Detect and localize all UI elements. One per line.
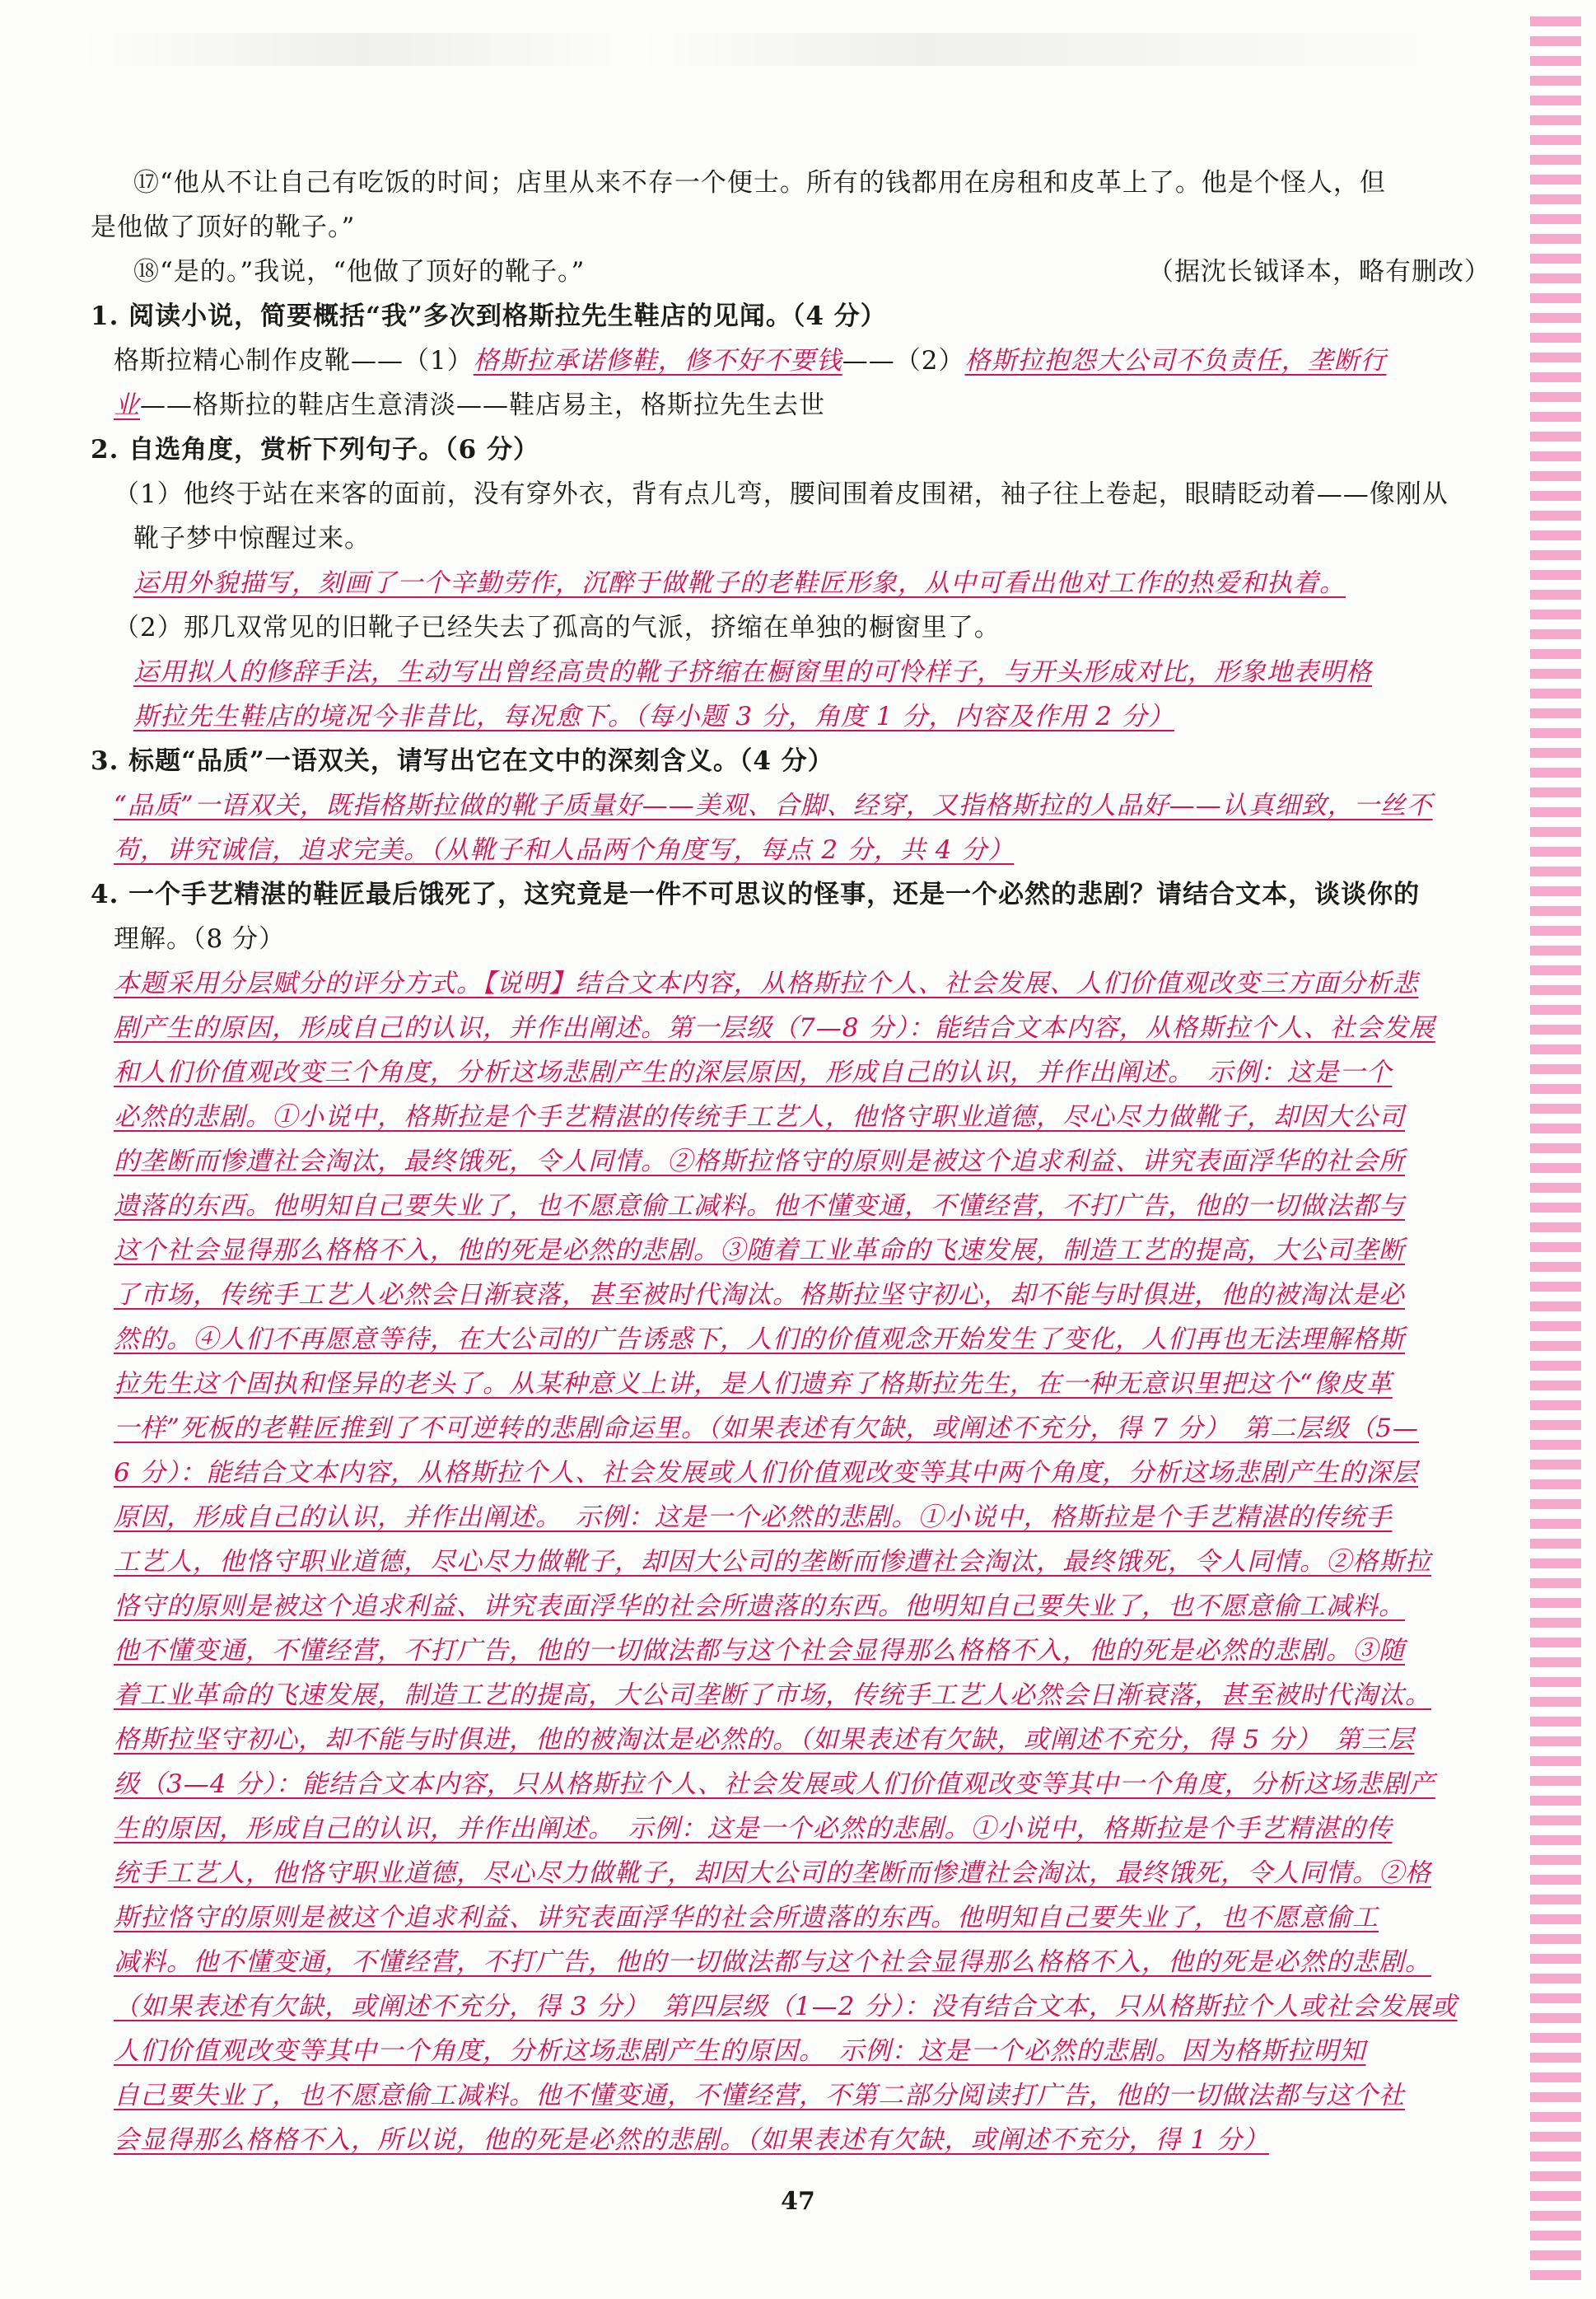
answer-4-line: 他不懂变通，不懂经营，不打广告，他的一切做法都与这个社会显得那么格格不入，他的死是必然的悲剧。③随 [114,1636,1405,1666]
answer-2-2-line-2: 斯拉先生鞋店的境况今非昔比，每况愈下。（每小题 3 分，角度 1 分，内容及作用 2 分） [133,702,1174,731]
answer-4-line: 斯拉恪守的原则是被这个追求利益、讲究表面浮华的社会所遗落的东西。他明知自己要失业了，也不愿意偷工 [114,1903,1379,1932]
answer-1-line-1 [91,339,1491,383]
answer-2-2-line-1: 运用拟人的修辞手法，生动写出曾经高贵的靴子挤缩在橱窗里的可怜样子，与开头形成对比，形象地表明格 [133,657,1372,687]
question-2-sentence-2: （2）那几双常见的旧靴子已经失去了孤高的气派，挤缩在单独的橱窗里了。 [114,613,1001,643]
passage-paragraph-17-line-1: ⑰“他从不让自己有吃饭的时间；店里从来不存一个便士。所有的钱都用在房租和皮革上了。他是个怪人，但 [133,168,1386,198]
answer-4-line: 人们价值观改变等其中一个角度，分析这场悲剧产生的原因。 示例：这是一个必然的悲剧。因为格斯拉明知 [114,2036,1366,2066]
question-4-line-1 [91,872,1491,917]
answer-4-line: （如果表述有欠缺，或阐述不充分，得 3 分） 第四层级（1—2 分）：没有结合文本，只从格斯拉个人或社会发展或 [114,1992,1458,2021]
answer-4-line: 的垄断而惨遭社会淘汰，最终饿死，令人同情。②格斯拉恪守的原则是被这个追求利益、讲究表面浮华的社会所 [114,1147,1405,1176]
question-1 [91,294,1491,339]
passage-paragraph-17-line-2: 是他做了顶好的靴子。” [91,213,356,242]
passage-paragraph-18-text: ⑱“是的。”我说，“他做了顶好的靴子。” [133,257,586,287]
question-2-text: 2. 自选角度，赏析下列句子。（6 分） [91,435,540,465]
answer-4-line: 减料。他不懂变通，不懂经营，不打广告，他的一切做法都与这个社会显得那么格格不入，他的死是必然的悲剧。 [114,1947,1431,1977]
side-color-strip [1530,16,1581,2282]
page-number: 47 [781,2187,815,2216]
scan-artifact [82,33,1482,66]
answer-3-line-2: 苟，讲究诚信，追求完美。（从靴子和人品两个角度写，每点 2 分，共 4 分） [114,835,1015,865]
answer-1-blank-2: 格斯拉抱怨大公司不负责任，垄断行 [964,346,1387,376]
answer-4-line: 统手工艺人，他恪守职业道德，尽心尽力做靴子，却因大公司的垄断而惨遭社会淘汰，最终饿死，令人同情。②格 [114,1858,1431,1888]
answer-4-line: 本题采用分层赋分的评分方式。【说明】结合文本内容，从格斯拉个人、社会发展、人们价值观改变三方面分析悲 [114,969,1419,998]
question-2-sentence-1-line-1: （1）他终于站在来客的面前，没有穿外衣，背有点儿弯，腰间围着皮围裙，袖子往上卷起，眼睛眨动着——像刚从 [114,479,1449,509]
answer-4-line: 恪守的原则是被这个追求利益、讲究表面浮华的社会所遗落的东西。他明知自己要失业了，也不愿意偷工减料。 [114,1591,1405,1621]
question-1-text: 1. 阅读小说，简要概括“我”多次到格斯拉先生鞋店的见闻。（4 分） [91,301,887,331]
answer-4-line: 遗落的东西。他明知自己要失业了，也不愿意偷工减料。他不懂变通，不懂经营，不打广告，他的一切做法都与 [114,1191,1405,1221]
answer-4-line: 级（3—4 分）：能结合文本内容，只从格斯拉个人、社会发展或人们价值观改变等其中一个角度，分析这场悲剧产 [114,1769,1435,1799]
question-3 [91,739,1491,783]
answer-4-line: 必然的悲剧。①小说中，格斯拉是个手艺精湛的传统手工艺人，他恪守职业道德，尽心尽力做靴子，却因大公司 [114,1102,1405,1132]
source-note: （据沈长钺译本，略有删改） [1148,257,1491,287]
answer-4-line: 着工业革命的飞速发展，制造工艺的提高，大公司垄断了市场，传统手工艺人必然会日渐衰落，甚至被时代淘汰。 [114,1680,1431,1710]
question-3-text: 3. 标题“品质”一语双关，请写出它在文中的深刻含义。（4 分） [91,746,834,776]
answer-4-line: 原因，形成自己的认识，并作出阐述。 示例：这是一个必然的悲剧。①小说中，格斯拉是个手艺精湛的传统手 [114,1502,1393,1532]
answer-1-blank-2-cont: 业 [114,390,140,420]
answer-4-line: 工艺人，他恪守职业道德，尽心尽力做靴子，却因大公司的垄断而惨遭社会淘汰，最终饿死，令人同情。②格斯拉 [114,1547,1431,1577]
answer-4-line: 一样”死板的老鞋匠推到了不可逆转的悲剧命运里。（如果表述有欠缺，或阐述不充分，得 7 分） 第二层级（5— [114,1414,1419,1443]
answer-1-blank-1: 格斯拉承诺修鞋，修不好不要钱 [473,346,842,376]
answer-1-rest: ——格斯拉的鞋店生意清淡——鞋店易主，格斯拉先生去世 [140,390,825,420]
passage-paragraph-18 [91,250,1491,294]
answer-4-line: 和人们价值观改变三个角度，分析这场悲剧产生的深层原因，形成自己的认识，并作出阐述。 示例：这是一个 [114,1058,1393,1087]
answer-1-prefix: 格斯拉精心制作皮靴——（1） [114,346,474,376]
question-4-line-2: 理解。（8 分） [114,924,286,954]
answer-2-1: 运用外貌描写，刻画了一个辛勤劳作，沉醉于做靴子的老鞋匠形象，从中可看出他对工作的热爱和执着。 [133,568,1346,598]
answer-4 [91,961,1491,2162]
question-4-text-1: 4. 一个手艺精湛的鞋匠最后饿死了，这究竟是一件不可思议的怪事，还是一个必然的悲剧？请结合文本，谈谈你的 [91,880,1421,909]
answer-4-line: 会显得那么格格不入，所以说，他的死是必然的悲剧。（如果表述有欠缺，或阐述不充分，得 1 分） [114,2125,1269,2155]
answer-4-line: 6 分）：能结合文本内容，从格斯拉个人、社会发展或人们价值观改变等其中两个角度，分析这场悲剧产生的深层 [114,1458,1419,1488]
answer-4-line: 拉先生这个固执和怪异的老头了。从某种意义上讲，是人们遗弃了格斯拉先生，在一种无意识里把这个“像皮革 [114,1369,1393,1399]
answer-4-line: 了市场，传统手工艺人必然会日渐衰落，甚至被时代淘汰。格斯拉坚守初心，却不能与时俱进，他的被淘汰是必 [114,1280,1405,1310]
answer-4-line: 剧产生的原因，形成自己的认识，并作出阐述。第一层级（7—8 分）：能结合文本内容，从格斯拉个人、社会发展 [114,1013,1435,1043]
answer-4-line: 这个社会显得那么格格不入，他的死是必然的悲剧。③随着工业革命的飞速发展，制造工艺的提高，大公司垄断 [114,1236,1405,1265]
answer-3-line-1: “品质”一语双关，既指格斯拉做的靴子质量好——美观、合脚、经穿，又指格斯拉的人品好——认真细致，一丝不 [114,791,1433,820]
answer-4-line: 然的。④人们不再愿意等待，在大公司的广告诱惑下，人们的价值观念开始发生了变化，人们再也无法理解格斯 [114,1325,1405,1354]
answer-1-line-2 [91,383,1491,428]
answer-4-line: 生的原因，形成自己的认识，并作出阐述。 示例：这是一个必然的悲剧。①小说中，格斯拉是个手艺精湛的传 [114,1814,1393,1843]
question-2-sentence-1-line-2: 靴子梦中惊醒过来。 [133,524,371,554]
answer-4-line: 自己要失业了，也不愿意偷工减料。他不懂变通，不懂经营，不第二部分阅读打广告，他的一切做法都与这个社 [114,2081,1405,2110]
answer-1-mid: ——（2） [842,346,965,376]
page-content [91,161,1491,2162]
answer-4-line: 格斯拉坚守初心，却不能与时俱进，他的被淘汰是必然的。（如果表述有欠缺，或阐述不充分，得 5 分） 第三层 [114,1725,1415,1755]
question-2 [91,428,1491,472]
